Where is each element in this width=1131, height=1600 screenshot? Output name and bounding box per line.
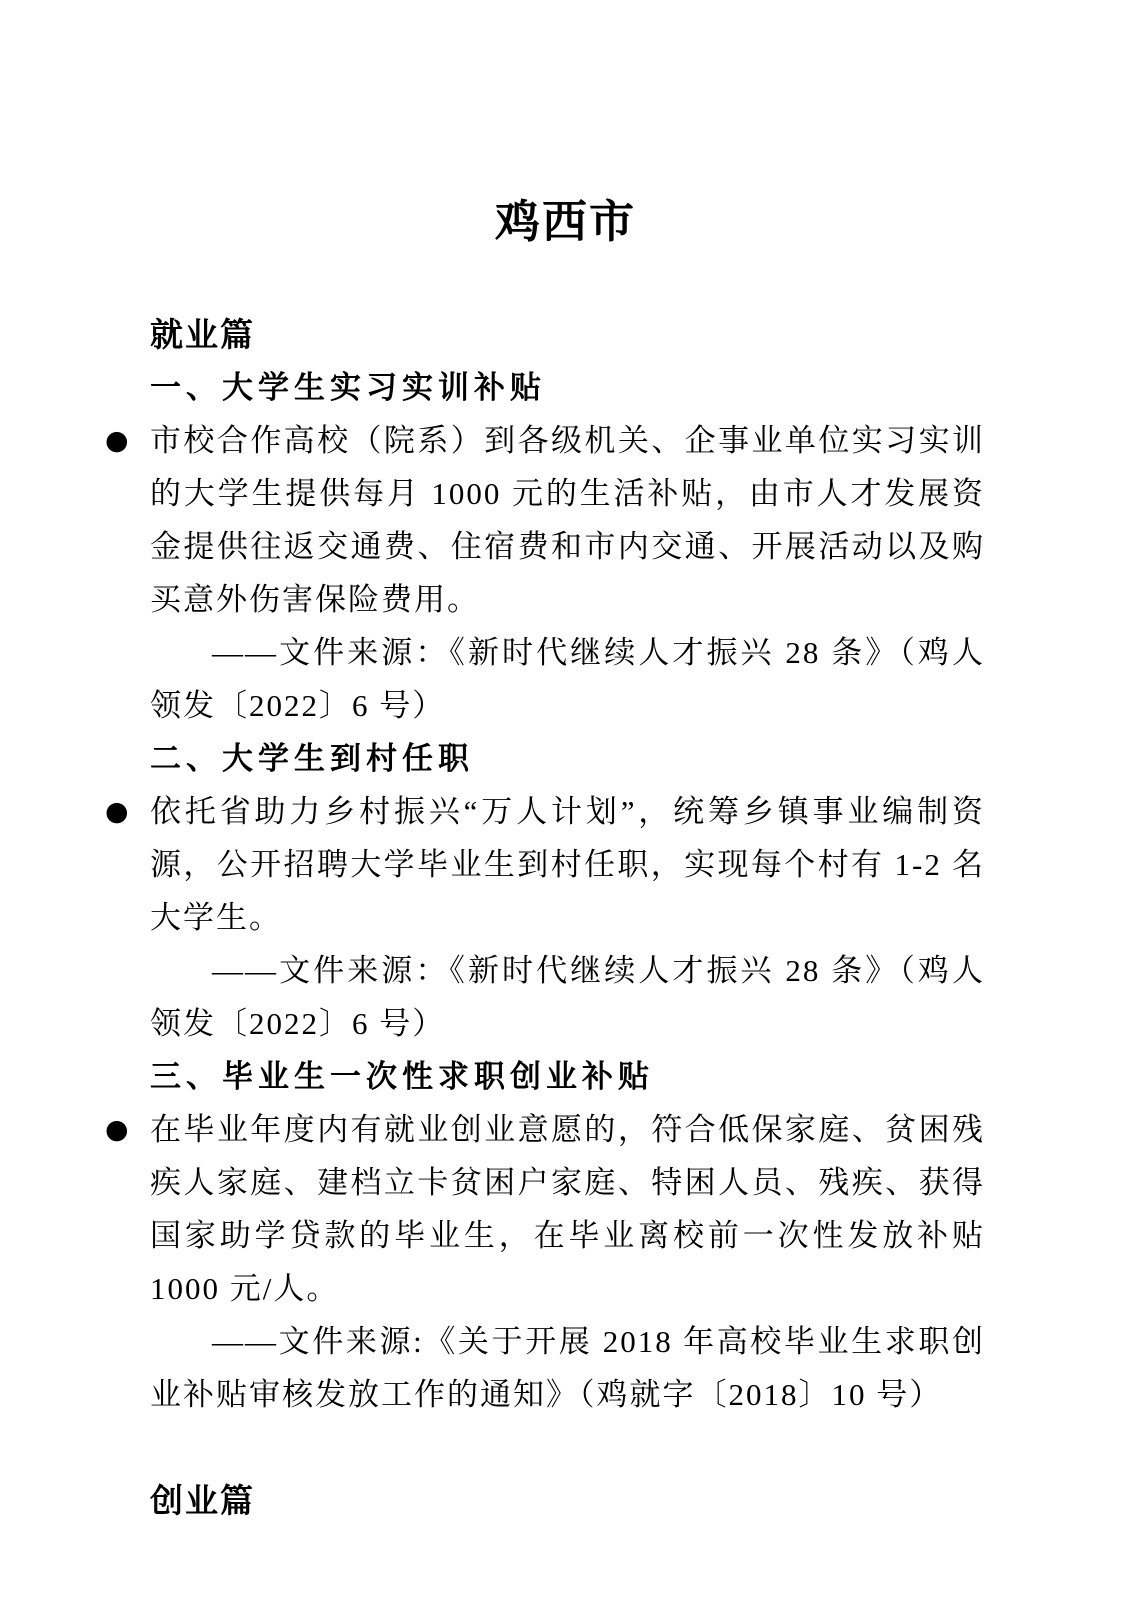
item-2-body-text: 依托省助力乡村振兴“万人计划”，统筹乡镇事业编制资源，公开招聘大学毕业生到村任职，实现每个村有 1-2 名大学生。 — [150, 794, 985, 935]
section-heading-entrepreneurship: 创业篇 — [150, 1482, 255, 1519]
item-1-heading: 一、大学生实习实训补贴 — [150, 370, 546, 405]
item-3-source-text: ——文件来源:《关于开展 2018 年高校毕业生求职创业补贴审核发放工作的通知》（鸡就字〔2018〕10 号） — [150, 1324, 985, 1412]
bullet-icon: ● — [105, 796, 129, 827]
bullet-icon: ● — [105, 1114, 129, 1145]
item-2-heading: 二、大学生到村任职 — [150, 741, 474, 776]
document-body — [105, 308, 985, 1527]
section-heading-employment: 就业篇 — [150, 316, 255, 353]
item-3-body-text: 在毕业年度内有就业创业意愿的，符合低保家庭、贫困残疾人家庭、建档立卡贫困户家庭、特困人员、残疾、获得国家助学贷款的毕业生，在毕业离校前一次性发放补贴 1000 元/人。 — [150, 1112, 985, 1306]
bullet-icon: ● — [105, 425, 129, 456]
item-3-bullet-paragraph — [105, 1103, 985, 1315]
item-1-bullet-paragraph — [105, 414, 985, 626]
page-title: 鸡西市 — [494, 197, 636, 247]
item-1-source-text: ——文件来源：《新时代继续人才振兴 28 条》（鸡人领发〔2022〕6 号） — [150, 635, 985, 723]
item-3-heading: 三、毕业生一次性求职创业补贴 — [150, 1059, 654, 1094]
item-1-body-text: 市校合作高校（院系）到各级机关、企事业单位实习实训的大学生提供每月 1000 元的生活补贴，由市人才发展资金提供往返交通费、住宿费和市内交通、开展活动以及购买意外伤害保险费用。 — [150, 423, 985, 617]
item-2-source-text: ——文件来源：《新时代继续人才振兴 28 条》（鸡人领发〔2022〕6 号） — [150, 953, 985, 1041]
item-2-bullet-paragraph — [105, 785, 985, 944]
